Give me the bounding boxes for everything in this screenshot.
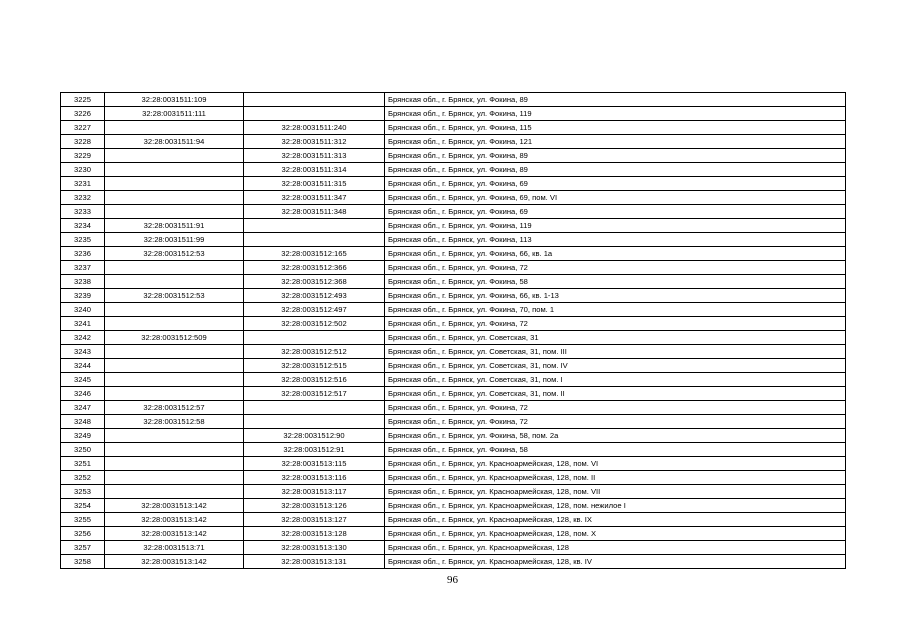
table-row bbox=[61, 317, 846, 331]
object-cadastral-number-cell: 32:28:0031512:512 bbox=[244, 345, 385, 359]
row-number-cell: 3232 bbox=[61, 191, 105, 205]
cadastral-number-cell bbox=[105, 373, 244, 387]
table-row bbox=[61, 485, 846, 499]
object-cadastral-number-cell bbox=[244, 233, 385, 247]
address-cell: Брянская обл., г. Брянск, ул. Красноармейская, 128, пом. нежилое I bbox=[385, 499, 846, 513]
address-cell: Брянская обл., г. Брянск, ул. Советская, 31 bbox=[385, 331, 846, 345]
object-cadastral-number-cell: 32:28:0031512:517 bbox=[244, 387, 385, 401]
object-cadastral-number-cell: 32:28:0031512:515 bbox=[244, 359, 385, 373]
cadastral-number-cell bbox=[105, 149, 244, 163]
row-number-cell: 3240 bbox=[61, 303, 105, 317]
table-row bbox=[61, 513, 846, 527]
cadastral-number-cell bbox=[105, 429, 244, 443]
table-row bbox=[61, 93, 846, 107]
cadastral-number-cell bbox=[105, 457, 244, 471]
address-cell: Брянская обл., г. Брянск, ул. Фокина, 121 bbox=[385, 135, 846, 149]
row-number-cell: 3239 bbox=[61, 289, 105, 303]
address-cell: Брянская обл., г. Брянск, ул. Фокина, 72 bbox=[385, 415, 846, 429]
table-row bbox=[61, 107, 846, 121]
cadastral-number-cell bbox=[105, 317, 244, 331]
address-cell: Брянская обл., г. Брянск, ул. Советская, 31, пом. II bbox=[385, 387, 846, 401]
cadastral-number-cell: 32:28:0031511:109 bbox=[105, 93, 244, 107]
row-number-cell: 3247 bbox=[61, 401, 105, 415]
cadastral-number-cell: 32:28:0031513:142 bbox=[105, 555, 244, 569]
row-number-cell: 3234 bbox=[61, 219, 105, 233]
cadastral-number-cell bbox=[105, 275, 244, 289]
row-number-cell: 3245 bbox=[61, 373, 105, 387]
row-number-cell: 3226 bbox=[61, 107, 105, 121]
address-cell: Брянская обл., г. Брянск, ул. Фокина, 69 bbox=[385, 205, 846, 219]
object-cadastral-number-cell: 32:28:0031513:128 bbox=[244, 527, 385, 541]
cadastral-number-cell: 32:28:0031513:142 bbox=[105, 527, 244, 541]
table-row bbox=[61, 359, 846, 373]
address-cell: Брянская обл., г. Брянск, ул. Фокина, 66, кв. 1а bbox=[385, 247, 846, 261]
row-number-cell: 3246 bbox=[61, 387, 105, 401]
row-number-cell: 3251 bbox=[61, 457, 105, 471]
cadastral-number-cell: 32:28:0031513:142 bbox=[105, 499, 244, 513]
row-number-cell: 3258 bbox=[61, 555, 105, 569]
row-number-cell: 3242 bbox=[61, 331, 105, 345]
address-cell: Брянская обл., г. Брянск, ул. Советская, 31, пом. I bbox=[385, 373, 846, 387]
address-cell: Брянская обл., г. Брянск, ул. Фокина, 69, пом. VI bbox=[385, 191, 846, 205]
cadastral-number-cell: 32:28:0031512:53 bbox=[105, 289, 244, 303]
cadastral-number-cell bbox=[105, 303, 244, 317]
object-cadastral-number-cell: 32:28:0031513:130 bbox=[244, 541, 385, 555]
object-cadastral-number-cell: 32:28:0031512:366 bbox=[244, 261, 385, 275]
object-cadastral-number-cell: 32:28:0031512:90 bbox=[244, 429, 385, 443]
row-number-cell: 3255 bbox=[61, 513, 105, 527]
table-row bbox=[61, 527, 846, 541]
table-row bbox=[61, 457, 846, 471]
object-cadastral-number-cell bbox=[244, 415, 385, 429]
table-row bbox=[61, 247, 846, 261]
cadastral-number-cell: 32:28:0031511:99 bbox=[105, 233, 244, 247]
table-row bbox=[61, 219, 846, 233]
table-row bbox=[61, 191, 846, 205]
registry-table bbox=[60, 92, 846, 569]
cadastral-number-cell bbox=[105, 443, 244, 457]
cadastral-number-cell bbox=[105, 121, 244, 135]
object-cadastral-number-cell: 32:28:0031511:314 bbox=[244, 163, 385, 177]
row-number-cell: 3252 bbox=[61, 471, 105, 485]
object-cadastral-number-cell: 32:28:0031511:240 bbox=[244, 121, 385, 135]
address-cell: Брянская обл., г. Брянск, ул. Красноармейская, 128 bbox=[385, 541, 846, 555]
table-row bbox=[61, 499, 846, 513]
row-number-cell: 3249 bbox=[61, 429, 105, 443]
table-row bbox=[61, 345, 846, 359]
row-number-cell: 3230 bbox=[61, 163, 105, 177]
address-cell: Брянская обл., г. Брянск, ул. Фокина, 70, пом. 1 bbox=[385, 303, 846, 317]
table-row bbox=[61, 289, 846, 303]
address-cell: Брянская обл., г. Брянск, ул. Красноармейская, 128, пом. VI bbox=[385, 457, 846, 471]
address-cell: Брянская обл., г. Брянск, ул. Фокина, 58, пом. 2а bbox=[385, 429, 846, 443]
row-number-cell: 3250 bbox=[61, 443, 105, 457]
object-cadastral-number-cell: 32:28:0031513:115 bbox=[244, 457, 385, 471]
row-number-cell: 3241 bbox=[61, 317, 105, 331]
address-cell: Брянская обл., г. Брянск, ул. Фокина, 115 bbox=[385, 121, 846, 135]
cadastral-number-cell bbox=[105, 471, 244, 485]
address-cell: Брянская обл., г. Брянск, ул. Фокина, 119 bbox=[385, 107, 846, 121]
cadastral-number-cell: 32:28:0031512:53 bbox=[105, 247, 244, 261]
row-number-cell: 3238 bbox=[61, 275, 105, 289]
address-cell: Брянская обл., г. Брянск, ул. Фокина, 72 bbox=[385, 401, 846, 415]
cadastral-number-cell: 32:28:0031512:58 bbox=[105, 415, 244, 429]
table-row bbox=[61, 275, 846, 289]
row-number-cell: 3257 bbox=[61, 541, 105, 555]
object-cadastral-number-cell: 32:28:0031512:502 bbox=[244, 317, 385, 331]
cadastral-number-cell bbox=[105, 177, 244, 191]
cadastral-number-cell bbox=[105, 345, 244, 359]
table-row bbox=[61, 163, 846, 177]
table-row bbox=[61, 121, 846, 135]
row-number-cell: 3237 bbox=[61, 261, 105, 275]
table-row bbox=[61, 471, 846, 485]
address-cell: Брянская обл., г. Брянск, ул. Фокина, 113 bbox=[385, 233, 846, 247]
address-cell: Брянская обл., г. Брянск, ул. Фокина, 66, кв. 1-13 bbox=[385, 289, 846, 303]
cadastral-number-cell bbox=[105, 261, 244, 275]
row-number-cell: 3253 bbox=[61, 485, 105, 499]
object-cadastral-number-cell bbox=[244, 401, 385, 415]
address-cell: Брянская обл., г. Брянск, ул. Фокина, 89 bbox=[385, 163, 846, 177]
table-row bbox=[61, 415, 846, 429]
table-row bbox=[61, 429, 846, 443]
address-cell: Брянская обл., г. Брянск, ул. Фокина, 119 bbox=[385, 219, 846, 233]
object-cadastral-number-cell: 32:28:0031512:497 bbox=[244, 303, 385, 317]
object-cadastral-number-cell: 32:28:0031513:131 bbox=[244, 555, 385, 569]
row-number-cell: 3244 bbox=[61, 359, 105, 373]
address-cell: Брянская обл., г. Брянск, ул. Советская, 31, пом. III bbox=[385, 345, 846, 359]
address-cell: Брянская обл., г. Брянск, ул. Красноармейская, 128, кв. IV bbox=[385, 555, 846, 569]
table-row bbox=[61, 401, 846, 415]
cadastral-number-cell: 32:28:0031511:111 bbox=[105, 107, 244, 121]
registry-table-body bbox=[61, 93, 846, 569]
address-cell: Брянская обл., г. Брянск, ул. Фокина, 89 bbox=[385, 149, 846, 163]
row-number-cell: 3243 bbox=[61, 345, 105, 359]
row-number-cell: 3248 bbox=[61, 415, 105, 429]
object-cadastral-number-cell: 32:28:0031513:126 bbox=[244, 499, 385, 513]
object-cadastral-number-cell: 32:28:0031511:313 bbox=[244, 149, 385, 163]
object-cadastral-number-cell bbox=[244, 219, 385, 233]
cadastral-number-cell bbox=[105, 163, 244, 177]
object-cadastral-number-cell: 32:28:0031512:165 bbox=[244, 247, 385, 261]
cadastral-number-cell bbox=[105, 359, 244, 373]
address-cell: Брянская обл., г. Брянск, ул. Красноармейская, 128, пом. X bbox=[385, 527, 846, 541]
table-row bbox=[61, 443, 846, 457]
object-cadastral-number-cell: 32:28:0031513:117 bbox=[244, 485, 385, 499]
table-row bbox=[61, 177, 846, 191]
object-cadastral-number-cell: 32:28:0031511:312 bbox=[244, 135, 385, 149]
table-row bbox=[61, 331, 846, 345]
address-cell: Брянская обл., г. Брянск, ул. Фокина, 72 bbox=[385, 317, 846, 331]
table-row bbox=[61, 233, 846, 247]
page-number: 96 bbox=[447, 574, 458, 586]
address-cell: Брянская обл., г. Брянск, ул. Красноармейская, 128, кв. IX bbox=[385, 513, 846, 527]
address-cell: Брянская обл., г. Брянск, ул. Красноармейская, 128, пом. VII bbox=[385, 485, 846, 499]
table-row bbox=[61, 135, 846, 149]
row-number-cell: 3254 bbox=[61, 499, 105, 513]
address-cell: Брянская обл., г. Брянск, ул. Фокина, 72 bbox=[385, 261, 846, 275]
object-cadastral-number-cell bbox=[244, 107, 385, 121]
row-number-cell: 3235 bbox=[61, 233, 105, 247]
cadastral-number-cell bbox=[105, 387, 244, 401]
object-cadastral-number-cell: 32:28:0031512:493 bbox=[244, 289, 385, 303]
table-row bbox=[61, 303, 846, 317]
object-cadastral-number-cell: 32:28:0031512:368 bbox=[244, 275, 385, 289]
table-row bbox=[61, 555, 846, 569]
row-number-cell: 3229 bbox=[61, 149, 105, 163]
object-cadastral-number-cell: 32:28:0031512:91 bbox=[244, 443, 385, 457]
cadastral-number-cell: 32:28:0031511:91 bbox=[105, 219, 244, 233]
row-number-cell: 3236 bbox=[61, 247, 105, 261]
table-row bbox=[61, 261, 846, 275]
table-row bbox=[61, 205, 846, 219]
row-number-cell: 3228 bbox=[61, 135, 105, 149]
cadastral-number-cell: 32:28:0031511:94 bbox=[105, 135, 244, 149]
address-cell: Брянская обл., г. Брянск, ул. Фокина, 69 bbox=[385, 177, 846, 191]
cadastral-number-cell bbox=[105, 191, 244, 205]
object-cadastral-number-cell bbox=[244, 93, 385, 107]
row-number-cell: 3231 bbox=[61, 177, 105, 191]
object-cadastral-number-cell: 32:28:0031512:516 bbox=[244, 373, 385, 387]
object-cadastral-number-cell: 32:28:0031511:315 bbox=[244, 177, 385, 191]
cadastral-number-cell bbox=[105, 485, 244, 499]
cadastral-number-cell: 32:28:0031512:509 bbox=[105, 331, 244, 345]
address-cell: Брянская обл., г. Брянск, ул. Фокина, 58 bbox=[385, 443, 846, 457]
address-cell: Брянская обл., г. Брянск, ул. Фокина, 89 bbox=[385, 93, 846, 107]
table-row bbox=[61, 541, 846, 555]
object-cadastral-number-cell: 32:28:0031513:127 bbox=[244, 513, 385, 527]
table-row bbox=[61, 373, 846, 387]
row-number-cell: 3227 bbox=[61, 121, 105, 135]
table-row bbox=[61, 387, 846, 401]
row-number-cell: 3256 bbox=[61, 527, 105, 541]
object-cadastral-number-cell bbox=[244, 331, 385, 345]
row-number-cell: 3225 bbox=[61, 93, 105, 107]
cadastral-number-cell bbox=[105, 205, 244, 219]
table-row bbox=[61, 149, 846, 163]
object-cadastral-number-cell: 32:28:0031511:348 bbox=[244, 205, 385, 219]
cadastral-number-cell: 32:28:0031513:71 bbox=[105, 541, 244, 555]
cadastral-number-cell: 32:28:0031512:57 bbox=[105, 401, 244, 415]
address-cell: Брянская обл., г. Брянск, ул. Фокина, 58 bbox=[385, 275, 846, 289]
object-cadastral-number-cell: 32:28:0031511:347 bbox=[244, 191, 385, 205]
address-cell: Брянская обл., г. Брянск, ул. Красноармейская, 128, пом. II bbox=[385, 471, 846, 485]
address-cell: Брянская обл., г. Брянск, ул. Советская, 31, пом. IV bbox=[385, 359, 846, 373]
row-number-cell: 3233 bbox=[61, 205, 105, 219]
object-cadastral-number-cell: 32:28:0031513:116 bbox=[244, 471, 385, 485]
cadastral-number-cell: 32:28:0031513:142 bbox=[105, 513, 244, 527]
